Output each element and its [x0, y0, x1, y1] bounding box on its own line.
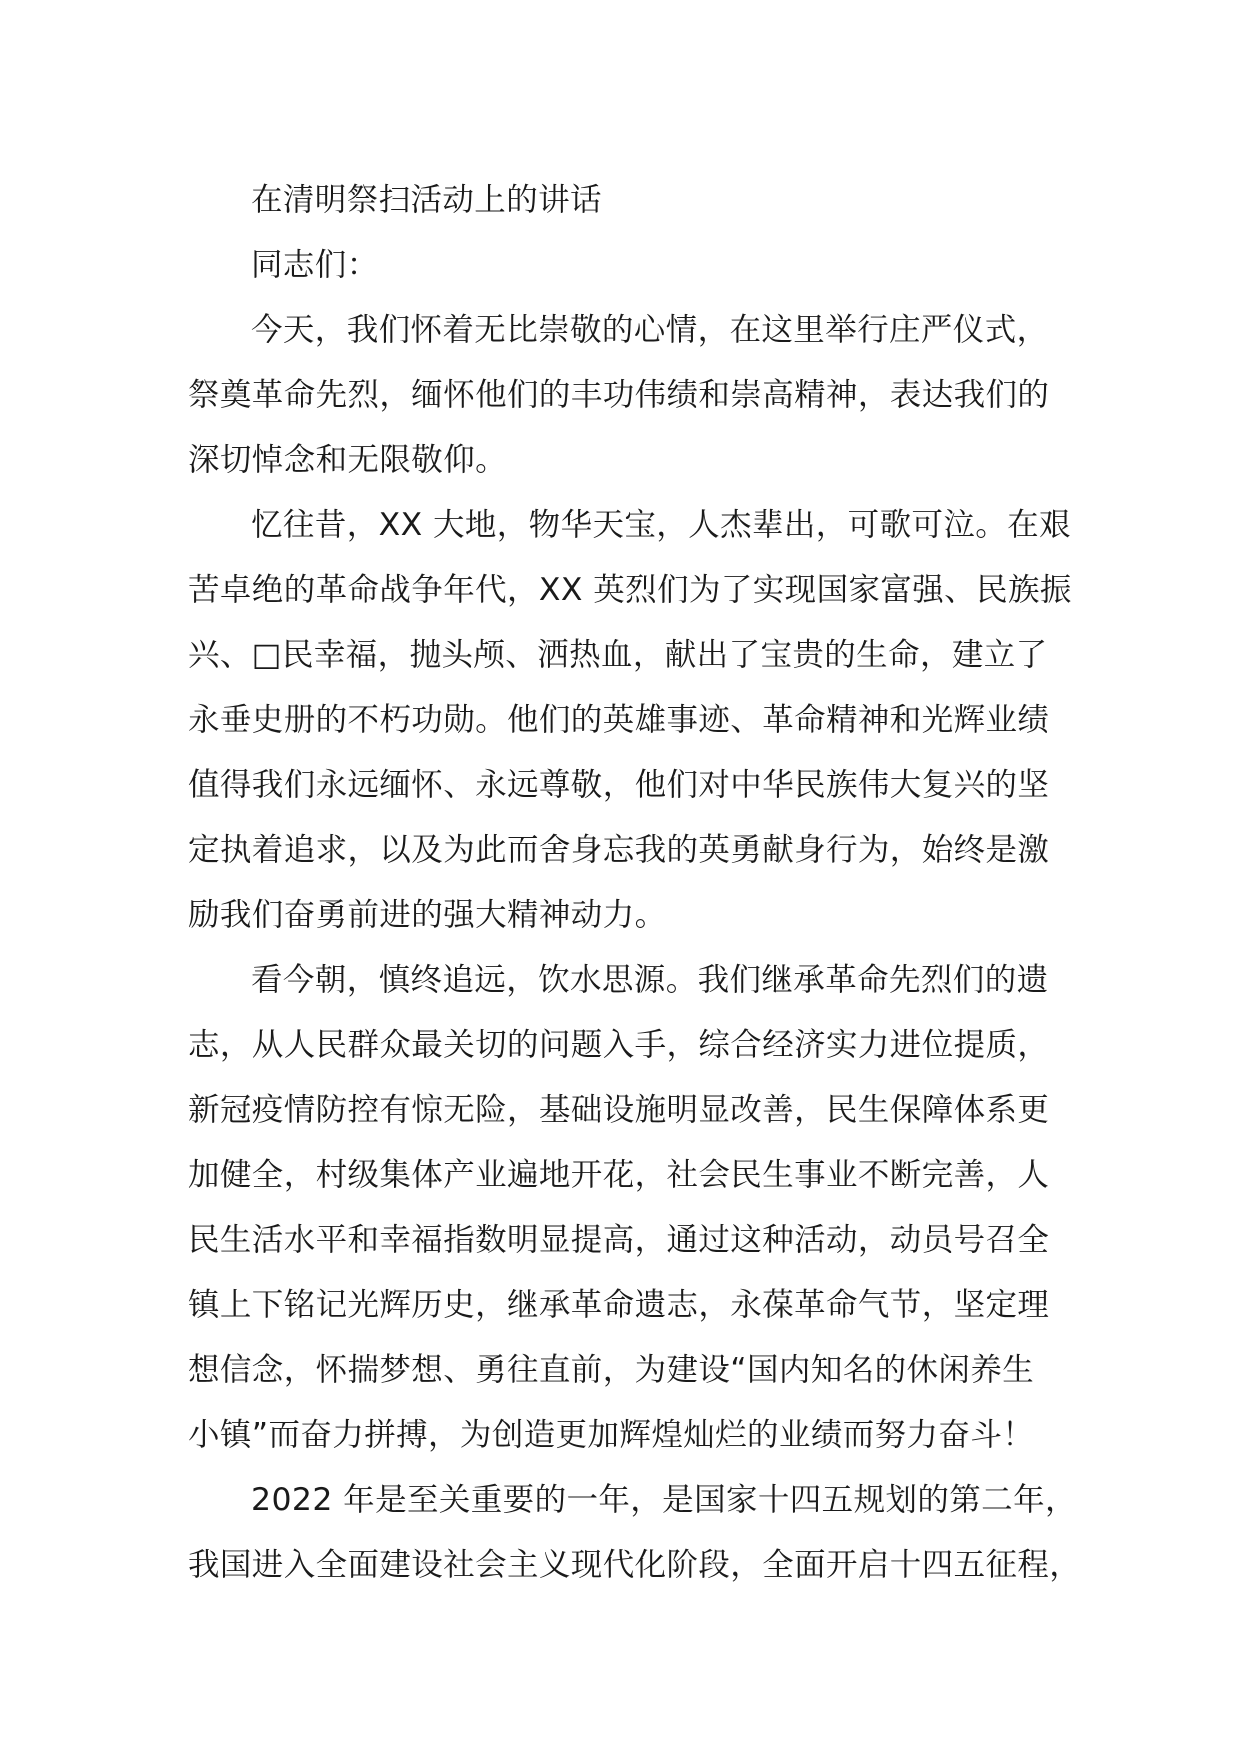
text-line: 民生活水平和幸福指数明显提高，通过这种活动，动员号召全 — [188, 1222, 1050, 1258]
text-line: 看今朝，慎终追远，饮水思源。我们继承革命先烈们的遗 — [251, 962, 1049, 998]
text-line: 值得我们永远缅怀、永远尊敬，他们对中华民族伟大复兴的坚 — [188, 767, 1050, 803]
paragraph — [188, 298, 1068, 493]
text-line: 2022 年是至关重要的一年，是国家十四五规划的第二年， — [251, 1482, 1077, 1518]
text-line: 想信念，怀揣梦想、勇往直前，为建设“国内知名的休闲养生 — [188, 1352, 1035, 1388]
text-line: 镇上下铭记光辉历史，继承革命遗志，永葆革命气节，坚定理 — [188, 1287, 1050, 1323]
text-line: 深切悼念和无限敬仰。 — [188, 442, 508, 478]
text-line: 新冠疫情防控有惊无险，基础设施明显改善，民生保障体系更 — [188, 1092, 1050, 1128]
text-line: 今天，我们怀着无比崇敬的心情，在这里举行庄严仪式， — [251, 312, 1049, 348]
text-line: 祭奠革命先烈，缅怀他们的丰功伟绩和崇高精神，表达我们的 — [188, 377, 1050, 413]
text-line: 励我们奋勇前进的强大精神动力。 — [188, 897, 667, 933]
text-line: 加健全，村级集体产业遍地开花，社会民生事业不断完善，人 — [188, 1157, 1050, 1193]
paragraph — [188, 1468, 1082, 1598]
text-line: 苦卓绝的革命战争年代，XX 英烈们为了实现国家富强、民族振 — [188, 572, 1072, 608]
text-line: 小镇”而奋力拼搏，为创造更加辉煌灿烂的业绩而努力奋斗！ — [188, 1417, 1035, 1453]
document-body — [188, 168, 1082, 1598]
paragraph — [188, 493, 1072, 948]
text-line: 忆往昔，XX 大地，物华天宝，人杰辈出，可歌可泣。在艰 — [251, 507, 1071, 543]
paragraph — [188, 948, 1068, 1468]
text-line: 兴、□民幸福，抛头颅、洒热血，献出了宝贵的生命，建立了 — [188, 637, 1048, 673]
salutation: 同志们： — [251, 247, 379, 283]
text-line: 永垂史册的不朽功勋。他们的英雄事迹、革命精神和光辉业绩 — [188, 702, 1050, 738]
text-line: 志，从人民群众最关切的问题入手，综合经济实力进位提质， — [188, 1027, 1050, 1063]
text-line: 定执着追求，以及为此而舍身忘我的英勇献身行为，始终是激 — [188, 832, 1050, 868]
text-line: 我国进入全面建设社会主义现代化阶段，全面开启十四五征程， — [188, 1547, 1082, 1583]
document-title: 在清明祭扫活动上的讲话 — [251, 182, 602, 218]
